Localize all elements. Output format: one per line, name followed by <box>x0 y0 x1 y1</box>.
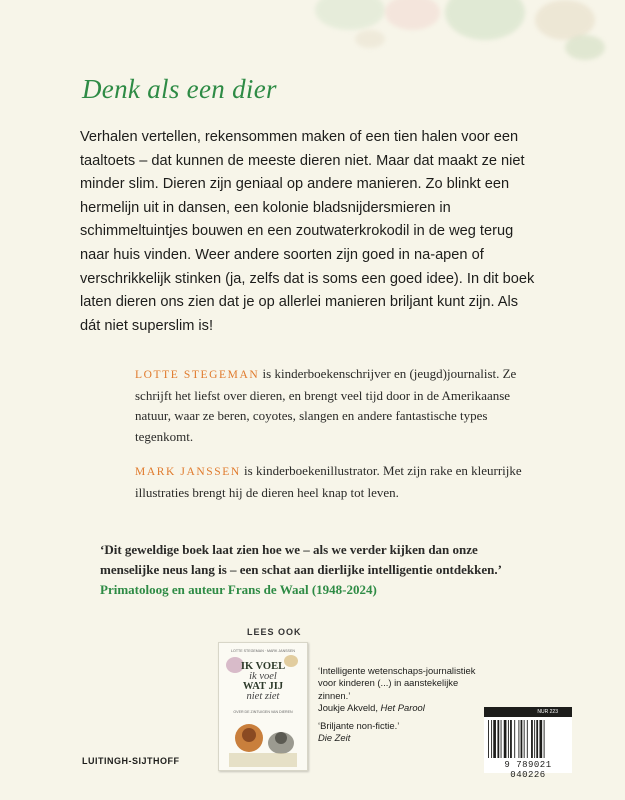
watercolor-illustration <box>295 0 625 70</box>
book-cover-title-line: IK VOEL <box>240 661 286 672</box>
review-text: ‘Intelligente wetenschaps-journalistiek voor kinderen (...) in aanstekelijke zinnen.’ <box>318 665 476 701</box>
isbn-number: 9 789021 040226 <box>504 760 552 780</box>
reviews <box>318 665 483 745</box>
quote-text: ‘Dit geweldige boek laat zien hoe we – als we verder kijken dan onze menselijke neus lang is – een schat aan dierlijke intelligentie ontdekken.’ <box>100 542 502 577</box>
nur-code: NUR 223 <box>484 707 572 717</box>
review-source: Die Zeit <box>318 732 351 744</box>
illustrator-name: MARK JANSSEN <box>135 466 241 478</box>
review-source: Het Parool <box>380 701 425 713</box>
review-author: Joukje Akveld, <box>318 701 381 713</box>
illustrator-bio <box>135 461 535 503</box>
illustrator-bio-text: is kinderboekenillustrator. Met zijn rake en kleurrijke illustraties brengt hij de dieren heel knap tot leven. <box>135 463 522 500</box>
book-cover-title <box>219 662 307 702</box>
related-book-cover <box>218 642 308 771</box>
author-name: LOTTE STEGEMAN <box>135 369 260 381</box>
endorsement-quote <box>100 540 540 600</box>
blurb-text: Verhalen vertellen, rekensommen maken of een tien halen voor een taaltoets – dat kunnen de meeste dieren niet. Maar dat maakt ze niet minder slim. Dieren zijn geniaal op andere manieren. Zo blinkt een hermelijn uit in dansen, een kolonie bladsnijdersmieren in schimmeltuintjes bouwen en een zoutwaterkrokodil in de weg terug naar huis vinden. Weer andere soorten zijn goed in na-apen of verschrikkelijk stinken (ja, zelfs dat is soms een goed idee). In dit boek laten dieren ons zien dat je op allerlei manieren briljant kunt zijn. Als dát niet superslim is! <box>80 129 535 334</box>
author-bio-text: is kinderboekenschrijver en (jeugd)journalist. Ze schrijft het liefst over dieren, en brengt veel tijd door in de Amerikaanse natuur, waar ze beren, coyotes, slangen en andere fantastische types tegenkomt. <box>135 366 517 444</box>
heading: Denk als een dier <box>82 74 277 104</box>
publisher-logo: LUITINGH-SIJTHOFF <box>82 756 180 766</box>
lees-ook-label: LEES OOK <box>247 627 302 637</box>
author-bio <box>135 364 535 447</box>
book-cover-title-line: ik voel <box>249 671 277 682</box>
book-cover-title-line: WAT JIJ <box>242 681 284 692</box>
barcode-bars <box>488 720 568 758</box>
book-cover-subtitle: OVER DE ZINTUIGEN VAN DIEREN <box>233 710 293 714</box>
barcode <box>484 707 572 780</box>
review <box>318 720 483 745</box>
review <box>318 665 483 714</box>
book-cover-title-line: niet ziet <box>246 691 280 702</box>
review-text: ‘Briljante non-fictie.’ <box>318 720 400 732</box>
quote-source: Primatoloog en auteur Frans de Waal (1948-2024) <box>100 582 377 597</box>
book-cover-authors: LOTTE STEGEMAN · MARK JANSSEN <box>231 649 295 653</box>
